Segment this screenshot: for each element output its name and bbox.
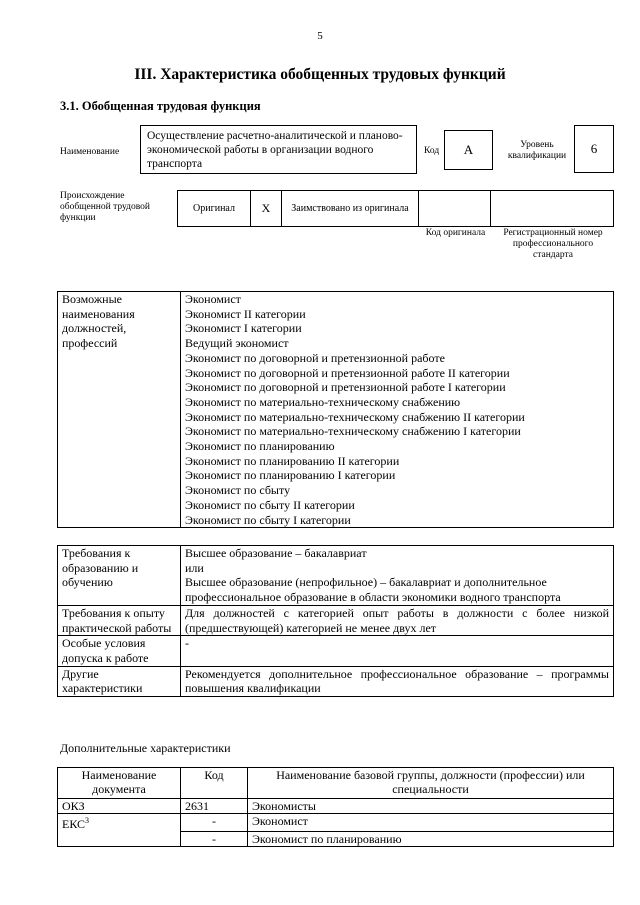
- code-value: A: [444, 130, 493, 170]
- profession-item: Ведущий экономист: [185, 336, 289, 351]
- name-cell: Экономист по планированию: [248, 831, 614, 846]
- function-name-value: Осуществление расчетно-аналитической и планово-экономической работы в организации водного транспорта: [140, 125, 417, 174]
- table-row: [58, 814, 614, 832]
- profession-item: Экономист по материально-техническому снабжению: [185, 394, 461, 409]
- page-number: 5: [317, 30, 323, 42]
- other-value: Рекомендуется дополнительное профессиональное образование – программы повышения квалификации: [181, 666, 614, 696]
- registration-number-caption: Регистрационный номер профессионального стандарта: [503, 228, 603, 260]
- requirements-table: [57, 545, 614, 697]
- additional-table: [57, 767, 614, 847]
- profession-item: Экономист по сбыту I категории: [185, 512, 351, 527]
- profession-item: Экономист по планированию I категории: [185, 468, 396, 483]
- origin-label: Происхождение обобщенной трудовой функции: [60, 191, 150, 223]
- code-label: Код: [424, 146, 440, 156]
- origin-table: [177, 190, 614, 227]
- doc-cell: [58, 831, 181, 846]
- professions-list: [181, 292, 614, 528]
- profession-item: Экономист по сбыту II категории: [185, 497, 355, 512]
- admission-value: -: [181, 636, 614, 666]
- admission-label: Особые условия допуска к работе: [58, 636, 181, 666]
- name-label: Наименование: [60, 147, 120, 157]
- registration-number-cell: [491, 191, 614, 227]
- qualification-level-value: 6: [574, 125, 614, 173]
- code-cell: -: [181, 831, 248, 846]
- qualification-level-label: Уровень квалификации: [507, 140, 567, 161]
- code-cell: -: [181, 814, 248, 832]
- professions-label: Возможные наименования должностей, профессий: [58, 292, 181, 528]
- name-header: Наименование базовой группы, должности (профессии) или специальности: [248, 768, 614, 799]
- borrowed-label: Заимствовано из оригинала: [282, 191, 419, 227]
- name-cell: Экономист: [248, 814, 614, 832]
- experience-label: Требования к опыту практической работы: [58, 605, 181, 635]
- profession-item: Экономист по договорной и претензионной работе: [185, 350, 445, 365]
- profession-item: Экономист II категории: [185, 306, 306, 321]
- education-line: Высшее образование – бакалавриат: [185, 546, 367, 560]
- requirement-row: [58, 546, 614, 606]
- experience-value: Для должностей с категорией опыт работы в должности с более низкой (предшествующей) категорией не менее двух лет: [181, 605, 614, 635]
- doc-text: ЕКС: [62, 817, 86, 831]
- code-cell: 2631: [181, 799, 248, 814]
- original-mark: X: [251, 191, 282, 227]
- code-header: Код: [181, 768, 248, 799]
- requirement-row: [58, 666, 614, 696]
- additional-header-row: [58, 768, 614, 799]
- original-code-cell: [419, 191, 491, 227]
- requirement-row: [58, 605, 614, 635]
- profession-item: Экономист: [185, 292, 241, 306]
- requirement-row: [58, 636, 614, 666]
- profession-item: Экономист I категории: [185, 321, 302, 336]
- education-line: или: [185, 560, 204, 575]
- doc-cell: ОКЗ: [58, 799, 181, 814]
- profession-item: Экономист по договорной и претензионной работе I категории: [185, 380, 506, 395]
- professions-table: [57, 291, 614, 528]
- original-code-caption: Код оригинала: [425, 228, 486, 238]
- profession-item: Экономист по планированию II категории: [185, 453, 400, 468]
- other-label: Другие характеристики: [58, 666, 181, 696]
- profession-item: Экономист по материально-техническому снабжению I категории: [185, 424, 521, 439]
- subsection-title: 3.1. Обобщенная трудовая функция: [60, 99, 261, 113]
- profession-item: Экономист по договорной и претензионной работе II категории: [185, 365, 510, 380]
- doc-cell: [58, 814, 181, 832]
- section-title: III. Характеристика обобщенных трудовых функций: [134, 66, 506, 83]
- table-row: [58, 831, 614, 846]
- footnote-mark: 3: [85, 816, 90, 825]
- additional-title: Дополнительные характеристики: [60, 741, 231, 755]
- original-label: Оригинал: [178, 191, 251, 227]
- table-row: [58, 799, 614, 814]
- profession-item: Экономист по сбыту: [185, 483, 291, 498]
- profession-item: Экономист по планированию: [185, 439, 335, 454]
- doc-header: Наименование документа: [58, 768, 181, 799]
- education-line: Высшее образование (непрофильное) – бакалавриат и дополнительное профессиональное образование в области экономики водного транспорта: [185, 575, 561, 605]
- profession-item: Экономист по материально-техническому снабжению II категории: [185, 409, 525, 424]
- education-value: [181, 546, 614, 606]
- education-label: Требования к образованию и обучению: [58, 546, 181, 606]
- name-cell: Экономисты: [248, 799, 614, 814]
